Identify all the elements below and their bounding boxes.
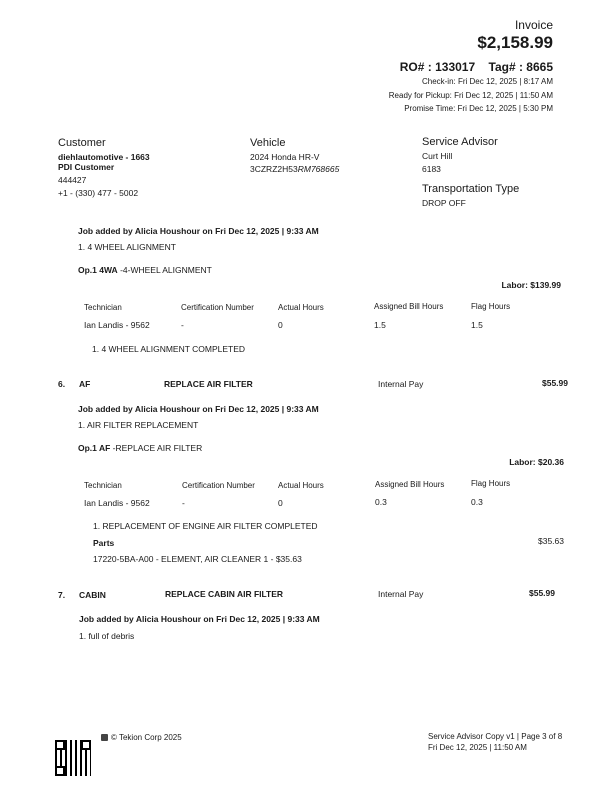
job6-added-by: Job added by Alicia Houshour on Fri Dec 12, 2025 | 9:33 AM <box>78 404 319 414</box>
job6-col-bill-hours: Assigned Bill Hours <box>375 480 445 489</box>
job6-bill-hours: 0.3 <box>375 497 387 507</box>
vin-suffix: RM768665 <box>297 164 340 174</box>
job7-code: CABIN <box>79 590 106 600</box>
job5-actual-hours: 0 <box>278 320 283 330</box>
copyright-text: © Tekion Corp 2025 <box>111 733 182 742</box>
job5-concern: 1. 4 WHEEL ALIGNMENT <box>78 242 176 252</box>
job5-col-certification: Certification Number <box>181 303 254 312</box>
invoice-total: $2,158.99 <box>477 33 553 52</box>
job7-pay-type: Internal Pay <box>378 589 424 599</box>
job6-completion: 1. REPLACEMENT OF ENGINE AIR FILTER COMPLETED <box>93 521 318 531</box>
customer-title: Customer <box>58 137 106 149</box>
job5-certification: - <box>181 320 184 330</box>
job6-col-flag-hours: Flag Hours <box>471 479 511 488</box>
tekion-logo-icon <box>101 734 108 741</box>
footer-date: Fri Dec 12, 2025 | 11:50 AM <box>428 743 527 752</box>
job5-op-desc: -4-WHEEL ALIGNMENT <box>120 265 212 275</box>
job5-op-code: Op.1 4WA <box>78 265 118 275</box>
job5-bill-hours: 1.5 <box>374 320 386 330</box>
advisor-title: Service Advisor <box>422 136 498 148</box>
tag-number: 8665 <box>526 60 553 74</box>
job6-flag-hours: 0.3 <box>471 497 483 507</box>
job5-operation <box>78 265 212 275</box>
job6-col-technician: Technician <box>84 481 122 490</box>
job6-col-actual-hours: Actual Hours <box>278 481 324 490</box>
footer-copyright <box>101 733 182 742</box>
vin-prefix: 3CZRZ2H53 <box>250 164 298 174</box>
job7-amount: $55.99 <box>529 588 555 598</box>
job5-labor: Labor: $139.99 <box>501 280 561 290</box>
job5-added-by: Job added by Alicia Houshour on Fri Dec 12, 2025 | 9:33 AM <box>78 226 319 236</box>
customer-id: 444427 <box>58 175 87 185</box>
checkin-time: Check-in: Fri Dec 12, 2025 | 8:17 AM <box>421 77 553 86</box>
tag-label: Tag# : <box>488 60 523 74</box>
ro-label: RO# : <box>399 60 432 74</box>
customer-type: PDI Customer <box>58 162 115 172</box>
job6-technician: Ian Landis - 9562 <box>84 498 150 508</box>
job7-concern: 1. full of debris <box>79 631 135 641</box>
ro-tag-line <box>400 60 553 74</box>
transport-value: DROP OFF <box>422 198 466 208</box>
job5-flag-hours: 1.5 <box>471 320 483 330</box>
job6-op-code: Op.1 AF <box>78 443 111 453</box>
vehicle-title: Vehicle <box>250 137 286 149</box>
ro-number: 133017 <box>435 60 476 74</box>
job6-operation <box>78 443 202 453</box>
job6-certification: - <box>182 498 185 508</box>
job6-actual-hours: 0 <box>278 498 283 508</box>
job6-labor: Labor: $20.36 <box>509 457 564 467</box>
transport-title: Transportation Type <box>422 183 520 195</box>
footer-copy-info: Service Advisor Copy v1 | Page 3 of 8 <box>428 732 563 741</box>
job6-col-certification: Certification Number <box>182 481 255 490</box>
job6-title: REPLACE AIR FILTER <box>164 379 253 389</box>
job6-parts-amount: $35.63 <box>538 536 564 546</box>
vehicle-vin <box>250 164 339 174</box>
job6-number: 6. <box>58 379 66 389</box>
job6-concern: 1. AIR FILTER REPLACEMENT <box>78 420 199 430</box>
job7-title: REPLACE CABIN AIR FILTER <box>165 589 284 599</box>
advisor-number: 6183 <box>422 164 441 174</box>
invoice-label: Invoice <box>514 18 553 32</box>
job7-number: 7. <box>58 590 66 600</box>
vehicle-model: 2024 Honda HR-V <box>250 152 320 162</box>
job5-col-flag-hours: Flag Hours <box>471 302 511 311</box>
promise-time: Promise Time: Fri Dec 12, 2025 | 5:30 PM <box>404 104 553 113</box>
job5-completion: 1. 4 WHEEL ALIGNMENT COMPLETED <box>92 344 246 354</box>
job7-added-by: Job added by Alicia Houshour on Fri Dec 12, 2025 | 9:33 AM <box>79 614 320 624</box>
job6-part-line: 17220-5BA-A00 - ELEMENT, AIR CLEANER 1 - $35.63 <box>93 554 302 564</box>
job6-pay-type: Internal Pay <box>378 379 424 389</box>
qr-code <box>55 740 91 776</box>
job5-col-bill-hours: Assigned Bill Hours <box>374 302 444 311</box>
job5-col-actual-hours: Actual Hours <box>278 303 324 312</box>
job6-code: AF <box>79 379 91 389</box>
job6-amount: $55.99 <box>542 378 568 388</box>
job5-technician: Ian Landis - 9562 <box>84 320 150 330</box>
customer-name: diehlautomotive - 1663 <box>58 152 150 162</box>
job6-parts-label: Parts <box>93 538 115 548</box>
customer-phone: +1 - (330) 477 - 5002 <box>58 188 139 198</box>
ready-pickup-time: Ready for Pickup: Fri Dec 12, 2025 | 11:50 AM <box>388 91 553 100</box>
advisor-name: Curt Hill <box>422 151 453 161</box>
job5-col-technician: Technician <box>84 303 122 312</box>
job6-op-desc: -REPLACE AIR FILTER <box>112 443 203 453</box>
